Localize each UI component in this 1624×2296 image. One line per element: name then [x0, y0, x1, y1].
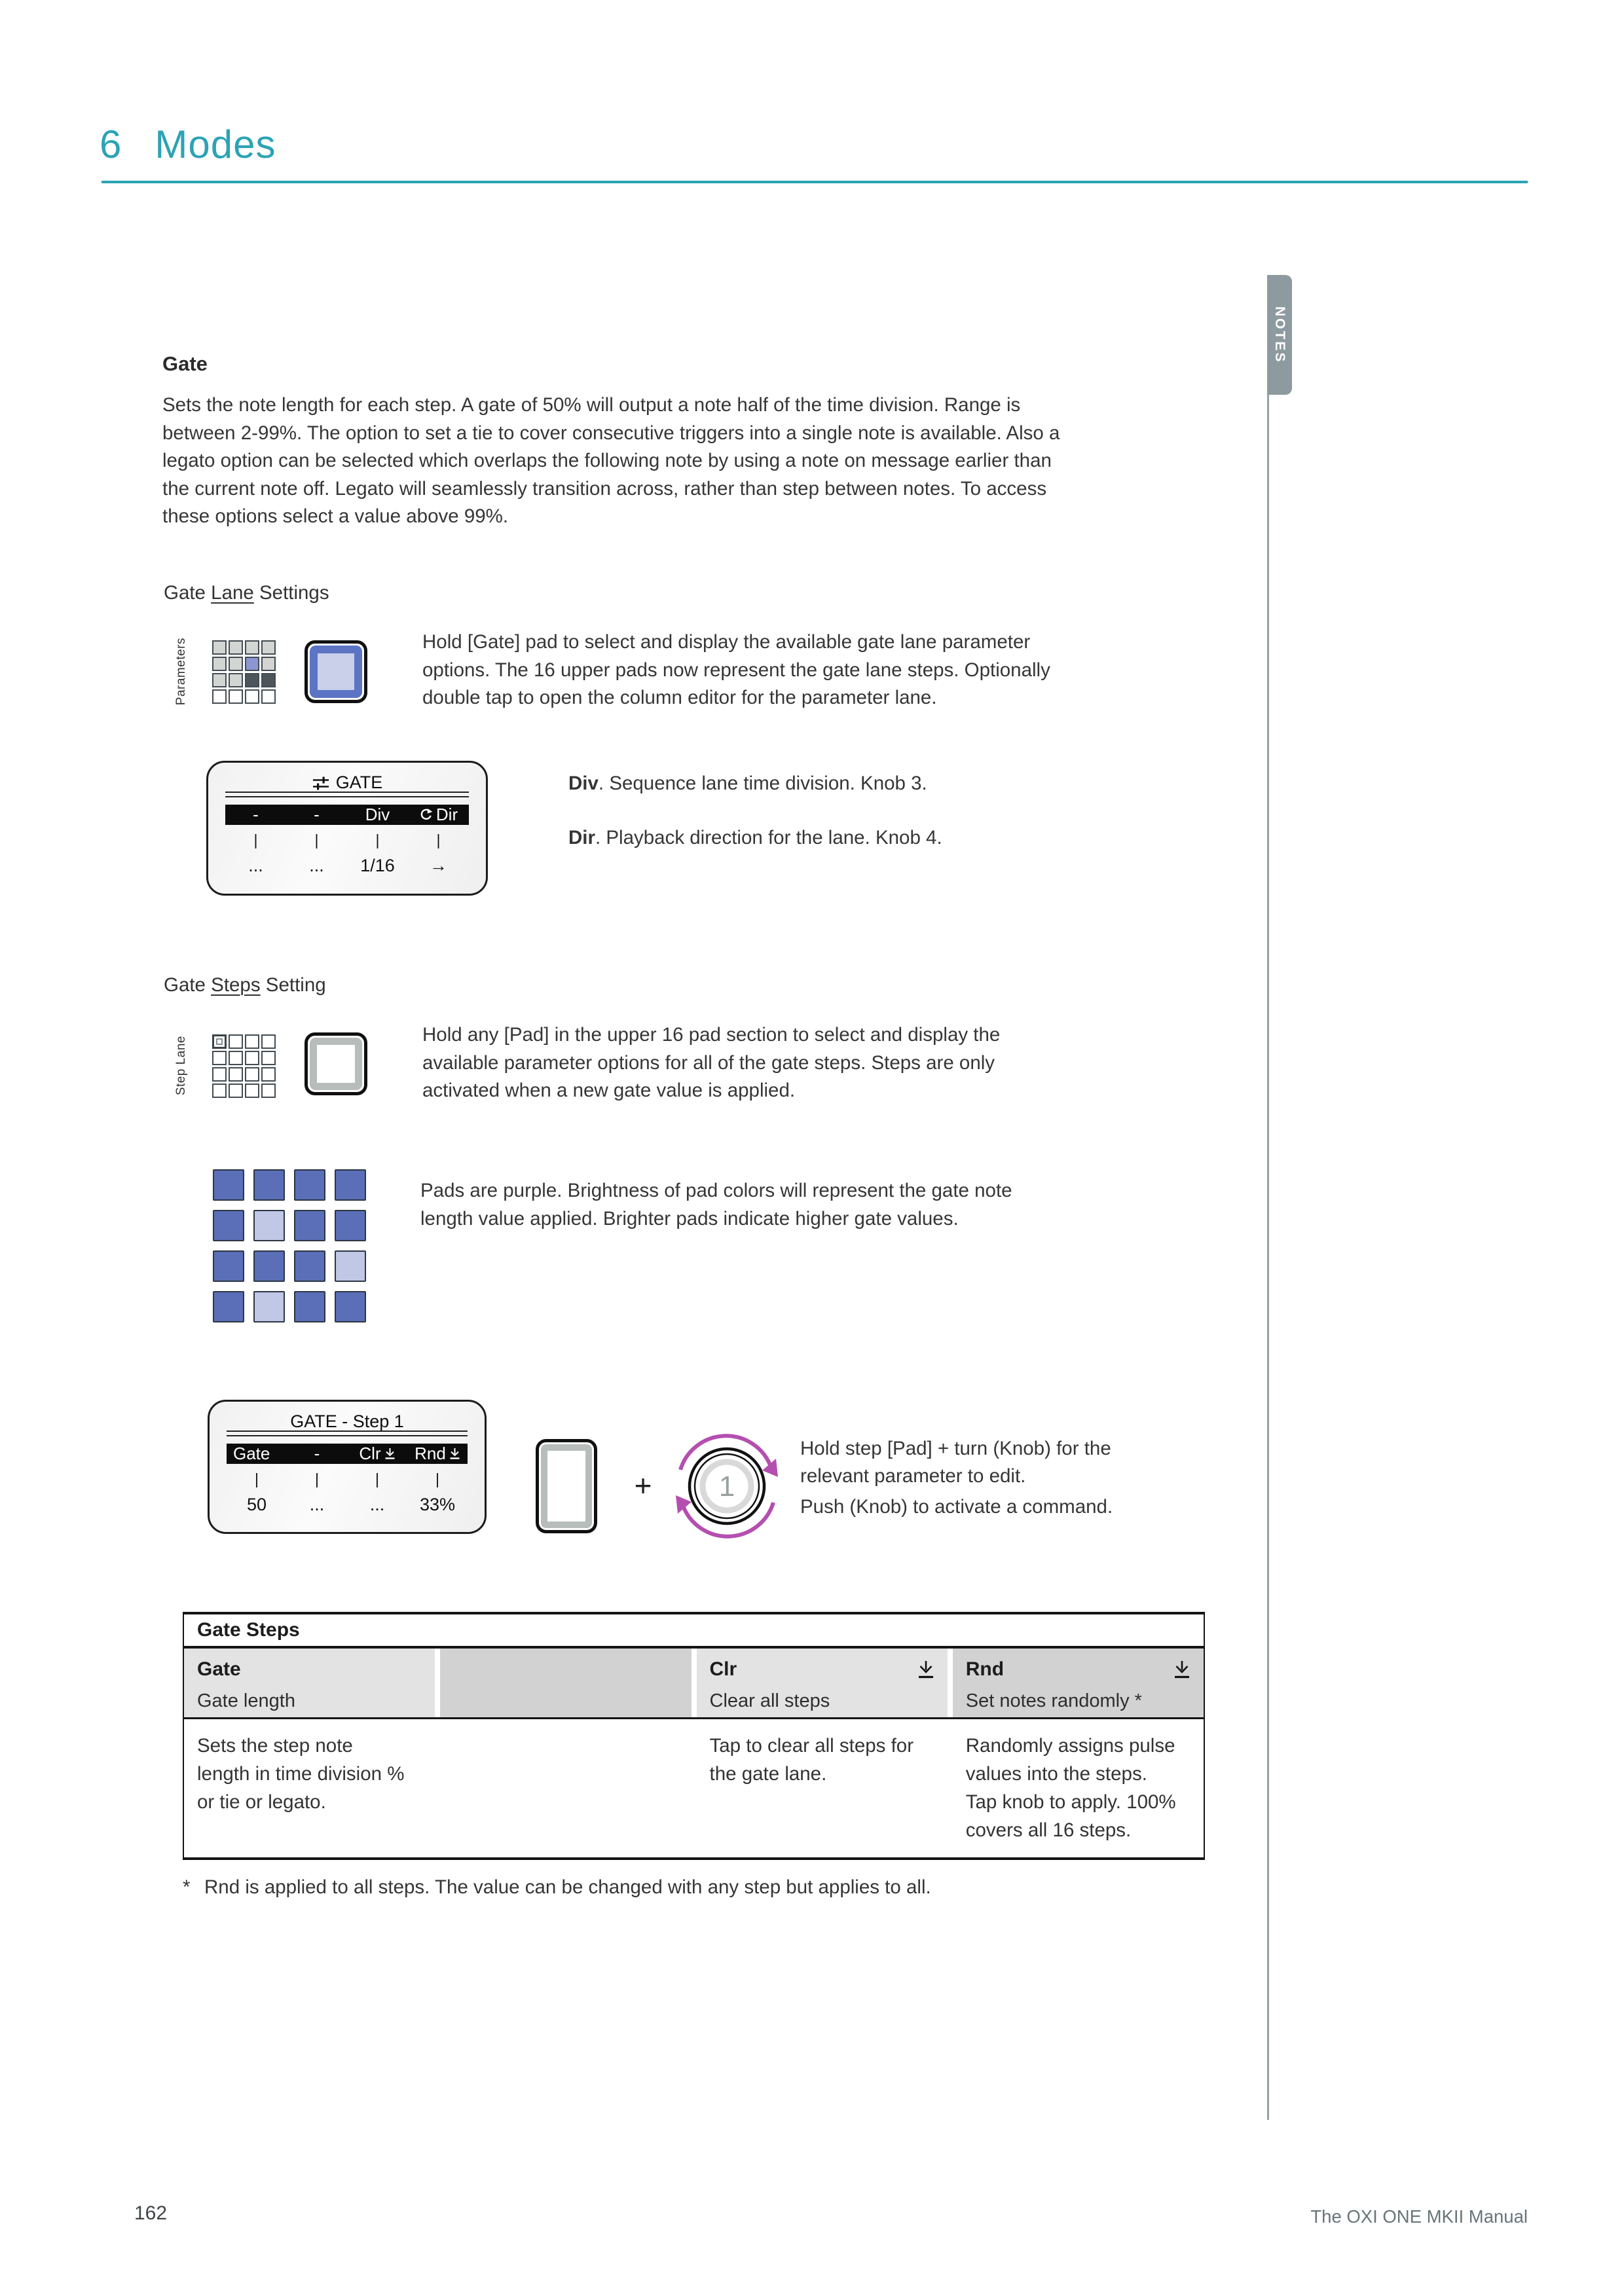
- step-pad-illustration: [304, 1032, 367, 1095]
- intro-line: legato option can be selected which overlaps the following note by using a note on message earlier than: [162, 450, 1052, 471]
- pad-cell: [294, 1291, 325, 1322]
- pad-cell: [212, 689, 227, 704]
- gate-steps-caption: Hold any [Pad] in the upper 16 pad section to select and display the available parameter options for all of the gate steps. Steps are only activated when a new gate value is applied.: [422, 1024, 1001, 1101]
- combo-caption-line: Hold step [Pad] + turn (Knob) for the: [800, 1438, 1111, 1459]
- knob-note-dir: Dir. Playback direction for the lane. Knob 4.: [568, 827, 942, 848]
- faders-icon: [312, 776, 330, 790]
- lcd-tick-row: | | | |: [253, 831, 441, 848]
- table-header-clr: Clr Clear all steps: [697, 1649, 948, 1717]
- lcd-parameter-bar: [227, 1444, 468, 1464]
- gate-lane-caption: Hold [Gate] pad to select and display the available gate lane parameter options. The 16 upper pads now represent the gate lane steps. Optionally double tap to open the column editor for the parameter lane.: [422, 631, 1050, 708]
- lcd-col-value: 50: [246, 1495, 267, 1514]
- pad-cell: [253, 1169, 285, 1201]
- lcd-col-label: Clr: [347, 1444, 407, 1464]
- purple-step-pads-grid: [213, 1169, 366, 1322]
- pad-cell: [261, 1051, 276, 1065]
- pad-cell: [245, 1067, 259, 1082]
- notes-tab-label: NOTES: [1272, 306, 1287, 364]
- subsection-gate-lane-settings: Gate Lane Settings: [164, 582, 329, 604]
- knob-with-rotate-arrows: [669, 1429, 784, 1544]
- lcd-title: GATE: [335, 773, 383, 792]
- chapter-title: Modes: [155, 122, 276, 166]
- pad-cell: [213, 1169, 244, 1201]
- manual-title: The OXI ONE MKII Manual: [1310, 2206, 1528, 2227]
- intro-line: between 2-99%. The option to set a tie to cover consecutive triggers into a single note is available. Also a: [162, 422, 1060, 444]
- table-header-gate: Gate Gate length: [184, 1649, 435, 1717]
- lcd-col-value: ...: [369, 1495, 385, 1514]
- lcd-col-label: Dir: [408, 805, 469, 825]
- notes-side-tab: [1267, 275, 1292, 395]
- chapter-divider-rule: [101, 181, 1528, 183]
- pad-cell: [294, 1169, 325, 1201]
- table-cell-rnd: Randomly assigns pulse values into the steps. Tap knob to apply. 100% covers all 16 steps.: [965, 1734, 1176, 1841]
- intro-line: Sets the note length for each step. A gate of 50% will output a note half of the time division. Range is: [162, 394, 1021, 416]
- pad-cell: [245, 640, 259, 655]
- lcd-col-value: 1/16: [360, 856, 395, 875]
- pad-cell: [335, 1169, 366, 1201]
- pad-cell: [229, 1051, 243, 1065]
- pad-cell: [229, 657, 243, 671]
- table-cell-empty: [440, 1719, 691, 1857]
- combo-caption-line: relevant parameter to edit.: [800, 1465, 1026, 1487]
- pad-cell: [229, 640, 243, 655]
- pad-cell: [261, 640, 276, 655]
- pad-cell: [261, 1084, 276, 1098]
- gate-steps-table: [183, 1612, 1205, 1860]
- pad-cell: [245, 1034, 259, 1049]
- knob-note-div: Div. Sequence lane time division. Knob 3.: [568, 773, 927, 794]
- lcd-parameter-bar: [225, 805, 469, 825]
- notes-margin-line: [1267, 394, 1269, 2120]
- pad-cell: [212, 1051, 227, 1065]
- pad-cell: [213, 1210, 244, 1241]
- combo-caption-line: Push (Knob) to activate a command.: [800, 1496, 1113, 1518]
- step-pad-face: [310, 1038, 362, 1090]
- pad-cell: [253, 1250, 285, 1282]
- lcd-tick-row: | | | |: [255, 1470, 439, 1487]
- pad-cell: [245, 657, 259, 671]
- gate-pad-blue-face: [310, 646, 362, 698]
- pad-cell: [245, 1051, 259, 1065]
- lcd-col-value: ...: [309, 1495, 325, 1514]
- step-pad-face: [541, 1444, 592, 1528]
- lcd-separator: [225, 792, 469, 797]
- pad-cell: [261, 1034, 276, 1049]
- pad-cell: [212, 657, 227, 671]
- pad-cell: [213, 1250, 244, 1282]
- pad-cell: [213, 1291, 244, 1322]
- pad-cell: [335, 1210, 366, 1241]
- pad-cell: [335, 1291, 366, 1322]
- pad-cell: [212, 673, 227, 687]
- intro-line: the current note off. Legato will seamlessly transition across, rather than step between notes. To access: [162, 477, 1047, 500]
- pad-cell: [261, 657, 276, 671]
- table-cell-gate: Sets the step note length in time division % or tie or legato.: [197, 1734, 405, 1813]
- lcd-col-value: →: [430, 856, 447, 875]
- step-pad-illustration-small: [536, 1439, 597, 1533]
- lcd-title-row: [208, 773, 486, 793]
- pad-cell: [245, 673, 259, 687]
- lcd-screen-gate-lane: [206, 761, 488, 896]
- subsection-gate-steps-setting: Gate Steps Setting: [164, 974, 326, 996]
- lcd-col-label: -: [253, 805, 259, 824]
- pad-cell: [229, 1034, 243, 1049]
- lcd-value-row: [227, 1495, 468, 1515]
- pad-cell: [212, 1084, 227, 1098]
- pad-cell: [245, 689, 259, 704]
- lcd-col-label: Div: [365, 805, 390, 824]
- pad-cell: [229, 673, 243, 687]
- pad-cell: [294, 1250, 325, 1282]
- purple-pads-caption: Pads are purple. Brightness of pad colors will represent the gate note length value applied. Brighter pads indicate higher gate values.: [420, 1180, 1012, 1230]
- pad-cell: [229, 689, 243, 704]
- table-cell-clr: Tap to clear all steps for the gate lane.: [709, 1734, 914, 1785]
- lcd-value-row: [225, 856, 469, 876]
- push-down-icon: [917, 1660, 934, 1679]
- intro-line: these options select a value above 99%.: [162, 505, 509, 527]
- cycle-icon: [419, 808, 433, 822]
- lcd-col-label: -: [314, 1444, 320, 1463]
- page-number: 162: [134, 2202, 168, 2224]
- pad-cell: [261, 689, 276, 704]
- lcd-title: GATE - Step 1: [290, 1412, 404, 1431]
- pad-cell: [253, 1291, 285, 1322]
- step-lane-pad-grid: [212, 1034, 276, 1098]
- pad-cell: [245, 1084, 259, 1098]
- lcd-col-label: Rnd: [407, 1444, 468, 1464]
- lcd-screen-gate-step: [208, 1400, 487, 1534]
- pad-cell: [212, 1034, 227, 1049]
- lcd-col-value: 33%: [419, 1495, 456, 1514]
- lcd-col-label: -: [314, 805, 320, 824]
- push-down-icon: [1173, 1660, 1190, 1679]
- gate-pad-illustration: [304, 640, 367, 703]
- table-header-empty: [440, 1649, 691, 1717]
- table-footnote: * Rnd is applied to all steps. The value can be changed with any step but applies to all.: [183, 1876, 931, 1898]
- lcd-separator: [227, 1430, 468, 1436]
- parameters-pad-grid: [212, 640, 276, 704]
- knob-number: 1: [718, 1470, 735, 1503]
- pad-cell: [335, 1250, 366, 1282]
- pad-cell: [261, 673, 276, 687]
- step-lane-axis-label: Step Lane: [174, 1036, 188, 1096]
- lcd-col-value: ...: [248, 856, 263, 875]
- push-down-icon: [384, 1448, 396, 1460]
- parameters-axis-label: Parameters: [174, 638, 188, 706]
- plus-sign: +: [634, 1468, 652, 1503]
- pad-cell: [212, 1067, 227, 1082]
- table-header-rnd: Rnd Set notes randomly *: [953, 1649, 1204, 1717]
- pad-cell: [212, 640, 227, 655]
- lcd-col-label: Gate: [233, 1444, 270, 1463]
- lcd-title-row: [210, 1412, 485, 1432]
- table-header-row: [184, 1649, 1204, 1717]
- table-title: Gate Steps: [197, 1619, 300, 1641]
- lcd-col-value: ...: [309, 856, 324, 875]
- pad-cell: [253, 1210, 285, 1241]
- pad-cell: [229, 1084, 243, 1098]
- table-body-row: [184, 1719, 1204, 1857]
- section-title-gate: Gate: [162, 352, 208, 375]
- pad-cell: [294, 1210, 325, 1241]
- chapter-heading: [100, 122, 276, 167]
- gate-intro-paragraph: [162, 392, 1060, 531]
- pad-cell: [229, 1067, 243, 1082]
- push-down-icon: [449, 1448, 460, 1460]
- chapter-number: 6: [100, 122, 122, 166]
- pad-cell: [261, 1067, 276, 1082]
